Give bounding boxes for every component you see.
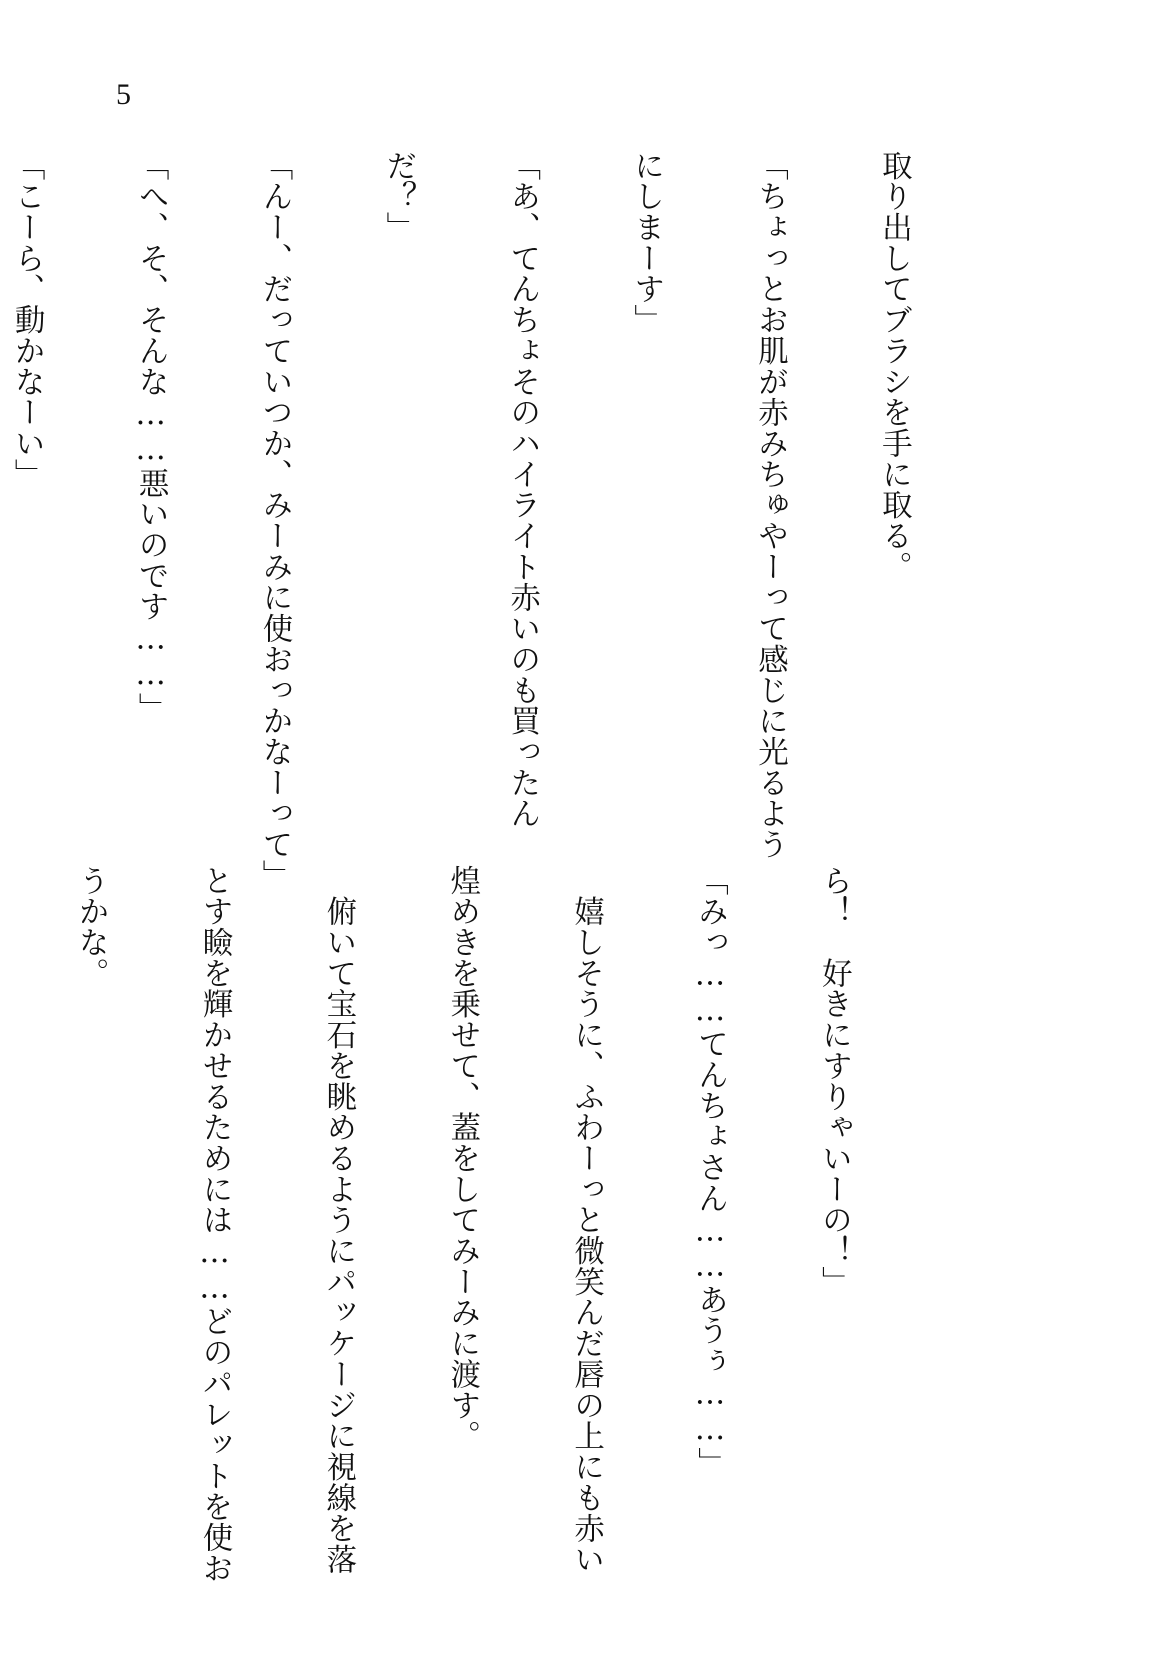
text-line: 俯いて宝石を眺めるようにパッケージに視線を落 (320, 865, 356, 1575)
page-number: 5 (116, 78, 131, 111)
text-line: 「ちょっとお肌が赤みちゅやーって感じに光るよう (752, 150, 788, 860)
text-line: 煌めきを乗せて、蓋をしてみーみに渡す。 (444, 865, 480, 1452)
text-line: にしまーす」 (628, 150, 664, 336)
text-line: 取り出してブラシを手に取る。 (876, 150, 912, 582)
bottom-text-block (73, 865, 937, 1584)
text-line: 「あ、てんちょそのハイライト赤いのも買ったん (504, 150, 540, 829)
text-line: うかな。 (73, 865, 109, 989)
text-line: 嬉しそうに、ふわーっと微笑んだ唇の上にも赤い (568, 865, 604, 1575)
text-line: ら！ 好きにすりゃいーの！」 (816, 865, 852, 1297)
text-line: 「へ、そ、そんな……悪いのです……」 (133, 150, 169, 724)
top-text-block (9, 150, 997, 891)
text-line: だ？」 (380, 150, 416, 243)
text-line: 「こーら、動かなーい」 (9, 150, 45, 490)
text-line: 「んー、だっていつか、みーみに使おっかなーって」 (256, 150, 292, 891)
text-line: 「みっ……てんちょさん……あうぅ……」 (692, 865, 728, 1479)
text-line: とす瞼を輝かせるためには……どのパレットを使お (196, 865, 232, 1584)
